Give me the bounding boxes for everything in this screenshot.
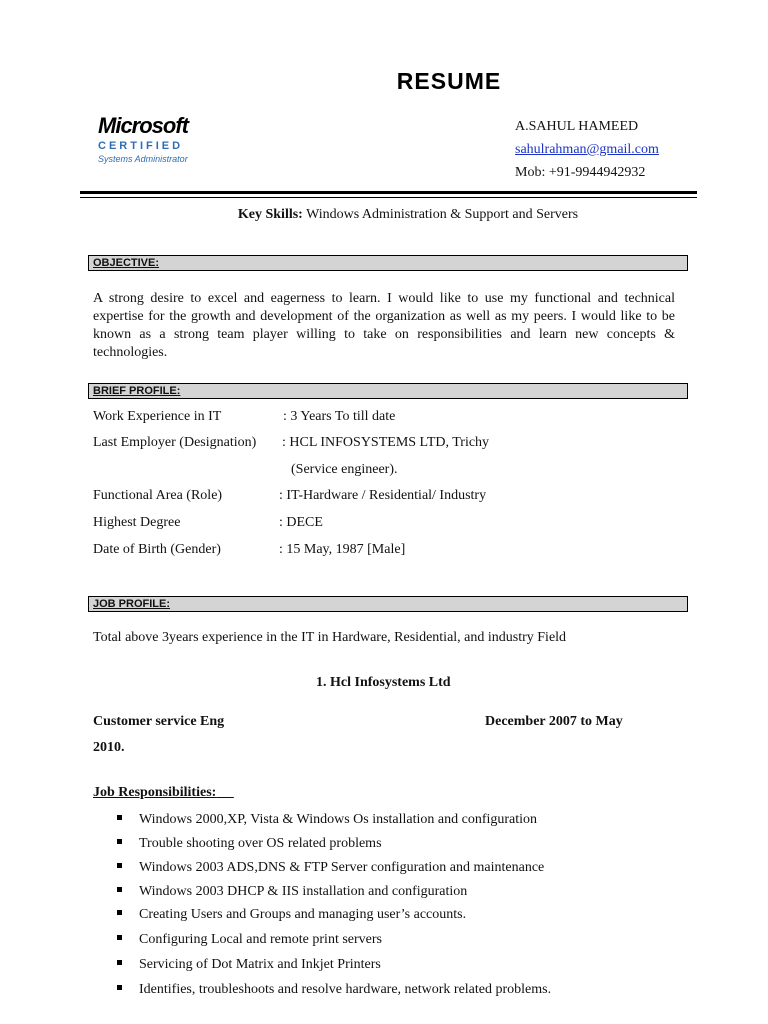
logo-certified: CERTIFIED	[98, 140, 184, 152]
list-item-text: Identifies, troubleshoots and resolve hardware, network related problems.	[139, 982, 552, 997]
logo-subtitle: Systems Administrator	[98, 154, 188, 164]
header-rule-thin	[80, 197, 697, 198]
list-item-text: Trouble shooting over OS related problems	[139, 836, 382, 851]
profile-value: : IT-Hardware / Residential/ Industry	[279, 488, 487, 503]
bullet-icon	[117, 935, 122, 940]
bullet-icon	[117, 839, 122, 844]
list-item	[117, 957, 381, 973]
responsibilities-label-text: Job Responsibilities:	[93, 785, 217, 800]
job-profile-heading: JOB PROFILE:	[88, 596, 688, 612]
job-period: December 2007 to May	[485, 714, 623, 729]
contact-name: A.SAHUL HAMEED	[515, 119, 639, 134]
bullet-icon	[117, 863, 122, 868]
responsibilities-label	[93, 785, 234, 801]
list-item	[117, 907, 466, 923]
bullet-icon	[117, 985, 122, 990]
header-rule-thick	[80, 191, 697, 194]
key-skills-label: Key Skills:	[237, 207, 303, 222]
list-item-text: Configuring Local and remote print servers	[139, 932, 382, 947]
email-link[interactable]: sahulrahman@gmail.com	[515, 142, 659, 157]
profile-value: (Service engineer).	[291, 462, 398, 477]
profile-key: Date of Birth (Gender)	[93, 542, 221, 557]
objective-text: A strong desire to excel and eagerness to learn. I would like to use my functional and technical expertise for the growth and development of the organization as well as my peers. I would like to be known as a strong team player willing to take on responsibilities and learn new concepts & technologies.	[93, 291, 675, 360]
page-title: RESUME	[396, 68, 502, 94]
bullet-icon	[117, 887, 122, 892]
profile-key: Highest Degree	[93, 515, 181, 530]
list-item-text: Windows 2003 ADS,DNS & FTP Server configuration and maintenance	[139, 860, 545, 875]
logo-brand: Microsoft	[98, 113, 188, 138]
profile-value: : 15 May, 1987 [Male]	[279, 542, 406, 557]
job-role: Customer service Eng	[93, 714, 225, 729]
bullet-icon	[117, 815, 122, 820]
job-period-end: 2010.	[93, 740, 125, 755]
job-summary: Total above 3years experience in the IT in Hardware, Residential, and industry Field	[93, 630, 567, 645]
bullet-icon	[117, 910, 122, 915]
list-item	[117, 884, 467, 900]
list-item	[117, 860, 544, 876]
key-skills	[0, 207, 768, 223]
contact-email-row	[515, 142, 659, 158]
list-item	[117, 932, 382, 948]
list-item-text: Creating Users and Groups and managing user’s accounts.	[139, 907, 467, 922]
bullet-icon	[117, 960, 122, 965]
list-item	[117, 812, 537, 828]
list-item-text: Windows 2003 DHCP & IIS installation and configuration	[139, 884, 468, 899]
list-item	[117, 836, 382, 852]
profile-value: : HCL INFOSYSTEMS LTD, Trichy	[282, 435, 490, 450]
list-item	[117, 982, 551, 998]
profile-key: Work Experience in IT	[93, 409, 222, 424]
company-name: 1. Hcl Infosystems Ltd	[316, 675, 451, 690]
objective-heading: OBJECTIVE:	[88, 255, 688, 271]
list-item-text: Windows 2000,XP, Vista & Windows Os installation and configuration	[139, 812, 538, 827]
microsoft-certified-logo	[98, 114, 213, 165]
key-skills-value: Windows Administration & Support and Servers	[306, 207, 579, 222]
list-item-text: Servicing of Dot Matrix and Inkjet Printers	[139, 957, 381, 972]
profile-key: Functional Area (Role)	[93, 488, 223, 503]
profile-value: : 3 Years To till date	[283, 409, 396, 424]
brief-profile-heading: BRIEF PROFILE:	[88, 383, 688, 399]
contact-mobile: Mob: +91-9944942932	[515, 165, 646, 180]
profile-value: : DECE	[279, 515, 323, 530]
profile-key: Last Employer (Designation)	[93, 435, 257, 450]
